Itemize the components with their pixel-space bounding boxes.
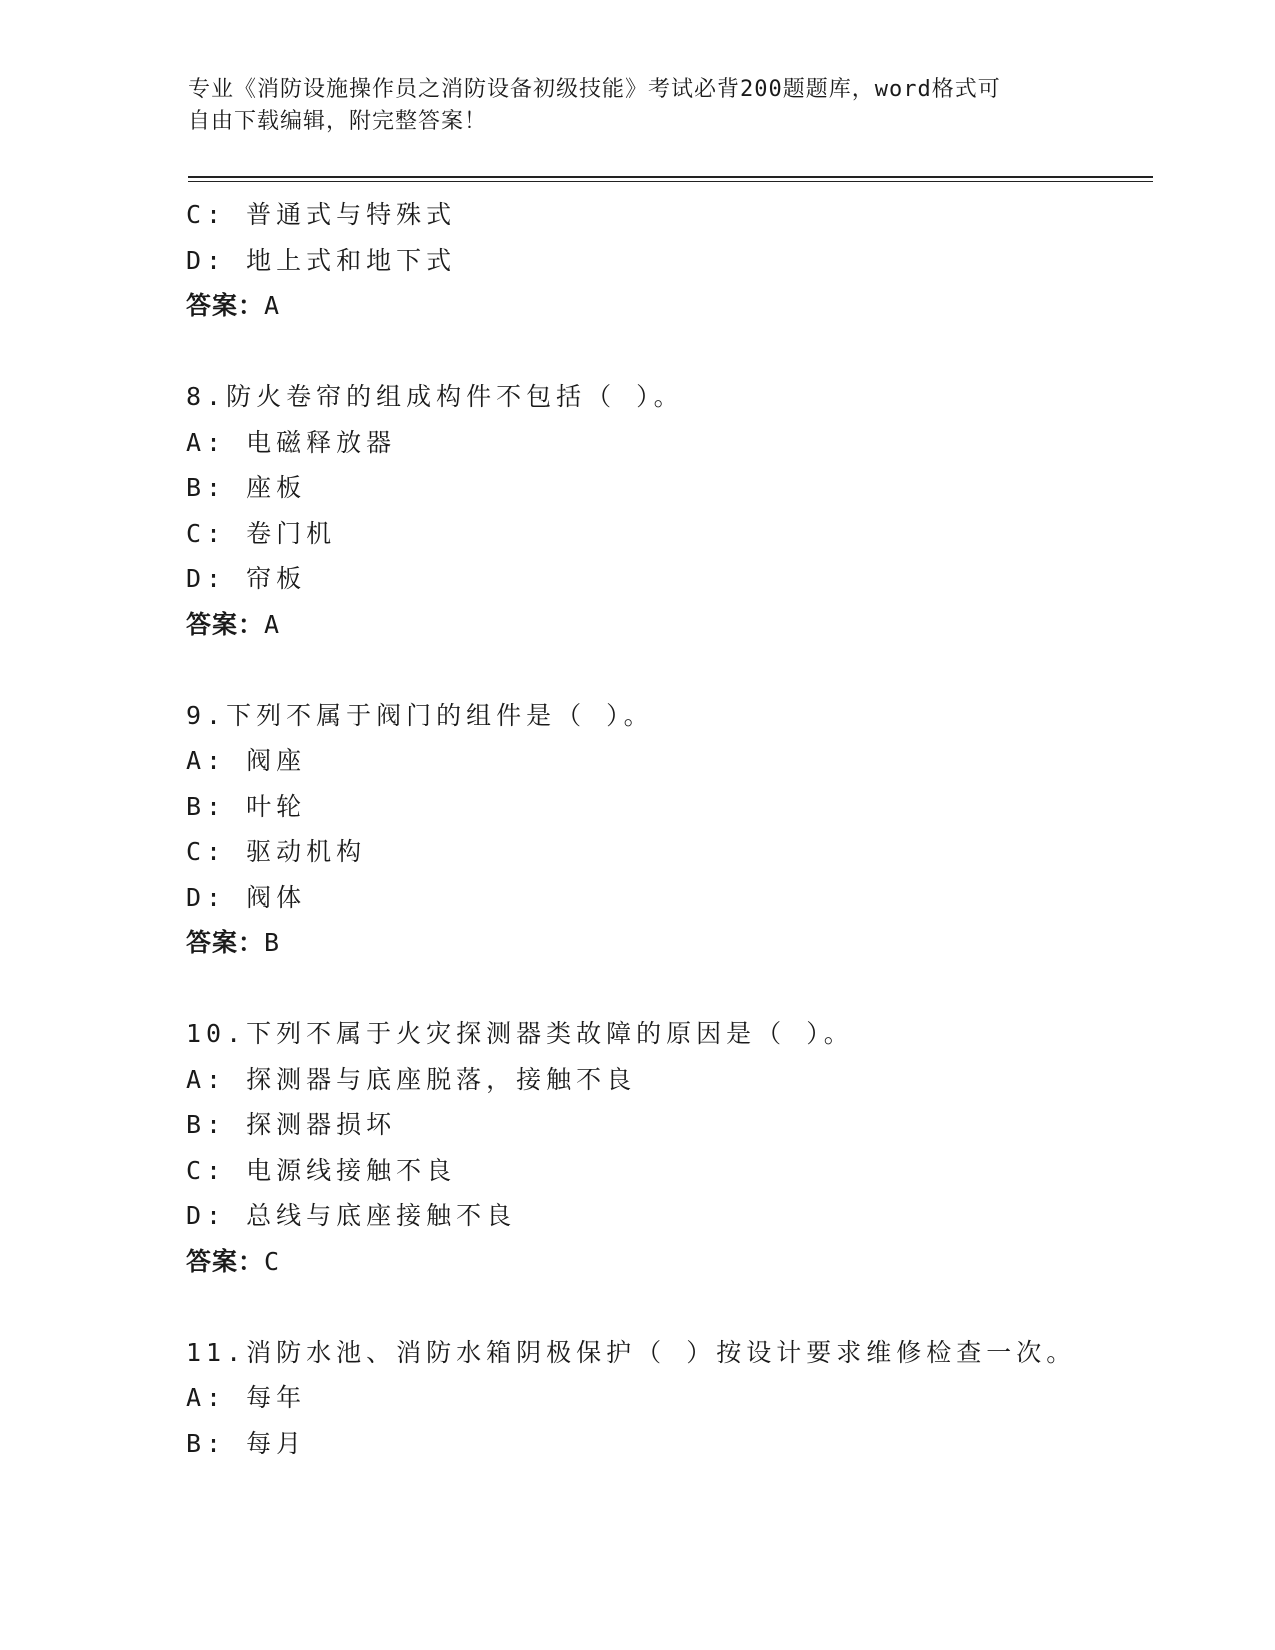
option-a: A: 电磁释放器 [186,427,397,457]
answer-line [186,283,1146,329]
option-a: A: 阀座 [186,746,307,775]
answer-value: C [264,1246,281,1276]
answer-value: A [264,291,281,320]
option-a: A: 探测器与底座脱落，接触不良 [186,1064,637,1094]
answer-line [186,920,1146,966]
option-b: B: 探测器损坏 [186,1110,397,1139]
option-d: D: 总线与底座接触不良 [186,1201,517,1230]
answer-value: A [264,609,281,639]
option-b: B: 每月 [186,1428,307,1458]
question-stem: 8.防火卷帘的组成构件不包括（ ）。 [186,382,684,411]
option-d: D: 帘板 [186,564,307,593]
answer-value: B [264,928,281,957]
question-8 [186,374,1146,647]
option-b: B: 叶轮 [186,791,307,821]
answer-label: 答案： [186,609,265,639]
header-divider-thin [188,181,1153,182]
question-11 [186,1330,1146,1467]
option-b: B: 座板 [186,473,307,502]
question-7-continuation [186,192,1146,329]
option-d: D: 地上式和地下式 [186,245,457,275]
question-9 [186,693,1146,966]
option-c: C: 驱动机构 [186,837,367,866]
answer-label: 答案： [186,928,265,957]
answer-label: 答案： [186,1246,265,1276]
option-c: C: 电源线接触不良 [186,1155,457,1185]
answer-label: 答案： [186,291,265,320]
header-line-1: 专业《消防设施操作员之消防设备初级技能》考试必背200题题库，word格式可 [188,77,1001,102]
option-a: A: 每年 [186,1383,307,1412]
question-stem: 11.消防水池、消防水箱阴极保护（ ）按设计要求维修检查一次。 [186,1337,1077,1367]
header-line-2: 自由下载编辑，附完整答案！ [188,109,488,134]
question-stem: 9.下列不属于阀门的组件是（ ）。 [186,700,654,730]
answer-line [186,1239,1146,1285]
option-d: D: 阀体 [186,882,307,912]
option-c: C: 卷门机 [186,518,337,548]
header-divider-thick [188,176,1153,178]
document-header [188,74,1088,138]
question-list [186,192,1146,1466]
option-c: C: 普通式与特殊式 [186,200,457,229]
question-10 [186,1011,1146,1284]
answer-line [186,602,1146,648]
question-stem: 10.下列不属于火灾探测器类故障的原因是（ ）。 [186,1019,854,1048]
